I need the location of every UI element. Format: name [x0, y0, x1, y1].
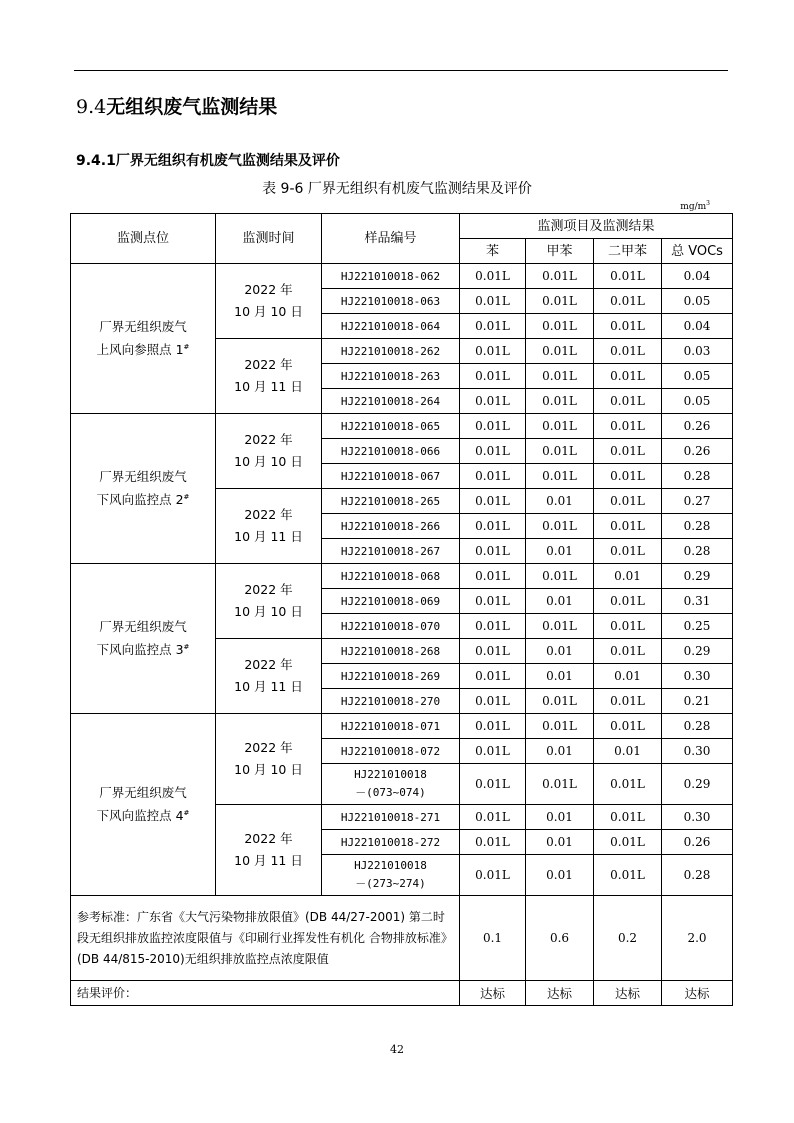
- sample-id-cell: [322, 614, 460, 639]
- date-year: 2022 年: [244, 831, 293, 846]
- date-year: 2022 年: [244, 740, 293, 755]
- xylene-value: 0.01L: [594, 639, 662, 664]
- sample-id: HJ221010018-269: [340, 669, 441, 683]
- header-group: 监测项目及监测结果: [460, 214, 733, 239]
- xylene-value: 0.01L: [594, 464, 662, 489]
- sample-id-cell: [322, 314, 460, 339]
- point-name-line1: 厂界无组织废气: [99, 784, 187, 800]
- sample-id-cell: [322, 264, 460, 289]
- monitoring-date-cell: [216, 639, 322, 714]
- toluene-value: 0.01: [526, 739, 594, 764]
- xylene-value: 0.01L: [594, 414, 662, 439]
- sample-id-cell: [322, 639, 460, 664]
- monitoring-point-cell: [71, 714, 216, 896]
- vocs-value: 0.26: [662, 439, 733, 464]
- monitoring-date-cell: [216, 489, 322, 564]
- vocs-value: 0.29: [662, 639, 733, 664]
- sample-id: HJ221010018-070: [340, 619, 441, 633]
- limit-benzene: 0.1: [460, 896, 526, 981]
- header-time: 监测时间: [216, 214, 322, 264]
- xylene-value: 0.01L: [594, 439, 662, 464]
- vocs-value: 0.31: [662, 589, 733, 614]
- sample-id: HJ221010018-072: [340, 744, 441, 758]
- benzene-value: 0.01L: [460, 805, 526, 830]
- sample-id-cell: [322, 289, 460, 314]
- date-day: 10 月 11 日: [234, 853, 303, 868]
- xylene-value: 0.01L: [594, 714, 662, 739]
- date-day: 10 月 10 日: [234, 454, 303, 469]
- xylene-value: 0.01: [594, 564, 662, 589]
- xylene-value: 0.01L: [594, 514, 662, 539]
- vocs-value: 0.26: [662, 830, 733, 855]
- xylene-value: 0.01L: [594, 689, 662, 714]
- vocs-value: 0.28: [662, 514, 733, 539]
- point-name-line1: 厂界无组织废气: [99, 318, 187, 334]
- benzene-value: 0.01L: [460, 664, 526, 689]
- monitoring-point-cell: [71, 564, 216, 714]
- sample-id-range: －(273~274): [355, 877, 426, 890]
- monitoring-point-name: [71, 467, 215, 510]
- point-superscript: #: [183, 492, 190, 501]
- date-day: 10 月 11 日: [234, 379, 303, 394]
- vocs-value: 0.05: [662, 289, 733, 314]
- toluene-value: 0.01L: [526, 414, 594, 439]
- xylene-value: 0.01L: [594, 589, 662, 614]
- xylene-value: 0.01: [594, 664, 662, 689]
- sample-id: HJ221010018-270: [340, 694, 441, 708]
- toluene-value: 0.01: [526, 539, 594, 564]
- toluene-value: 0.01: [526, 830, 594, 855]
- results-table: [70, 213, 733, 1006]
- vocs-value: 0.29: [662, 564, 733, 589]
- sample-id: HJ221010018-272: [340, 835, 441, 849]
- vocs-value: 0.28: [662, 855, 733, 896]
- benzene-value: 0.01L: [460, 714, 526, 739]
- benzene-value: 0.01L: [460, 689, 526, 714]
- toluene-value: 0.01L: [526, 389, 594, 414]
- xylene-value: 0.01L: [594, 389, 662, 414]
- monitoring-date-cell: [216, 714, 322, 805]
- point-superscript: #: [183, 642, 190, 651]
- vocs-value: 0.04: [662, 314, 733, 339]
- date-day: 10 月 10 日: [234, 604, 303, 619]
- benzene-value: 0.01L: [460, 439, 526, 464]
- benzene-value: 0.01L: [460, 564, 526, 589]
- sample-id-cell: [322, 855, 460, 896]
- vocs-value: 0.30: [662, 739, 733, 764]
- date-year: 2022 年: [244, 432, 293, 447]
- point-name-line2: 下风向监控点 4: [96, 808, 184, 824]
- toluene-value: 0.01: [526, 589, 594, 614]
- limit-vocs: 2.0: [662, 896, 733, 981]
- reference-standard-text: 参考标准：广东省《大气污染物排放限值》(DB 44/27-2001) 第二时段无组织排放监控浓度限值与《印刷行业挥发性有机化 合物排放标准》(DB 44/815-2010)无组织排放监控点浓度限值: [71, 896, 460, 981]
- vocs-value: 0.29: [662, 764, 733, 805]
- vocs-value: 0.21: [662, 689, 733, 714]
- vocs-value: 0.03: [662, 339, 733, 364]
- sample-id: HJ221010018-267: [340, 544, 441, 558]
- monitoring-point-name: [71, 783, 215, 826]
- monitoring-date-cell: [216, 414, 322, 489]
- xylene-value: 0.01L: [594, 764, 662, 805]
- date-year: 2022 年: [244, 657, 293, 672]
- table-row: [71, 264, 733, 289]
- toluene-value: 0.01L: [526, 364, 594, 389]
- sample-id: HJ221010018-266: [340, 519, 441, 533]
- sample-id: HJ221010018-265: [340, 494, 441, 508]
- benzene-value: 0.01L: [460, 339, 526, 364]
- point-superscript: #: [183, 342, 190, 351]
- benzene-value: 0.01L: [460, 314, 526, 339]
- header-row-1: [71, 214, 733, 239]
- vocs-value: 0.28: [662, 464, 733, 489]
- header-sample: 样品编号: [322, 214, 460, 264]
- header-point: 监测点位: [71, 214, 216, 264]
- limit-xylene: 0.2: [594, 896, 662, 981]
- sample-id: HJ221010018-067: [340, 469, 441, 483]
- sample-id-cell: [322, 489, 460, 514]
- sample-id: HJ221010018-263: [340, 369, 441, 383]
- toluene-value: 0.01: [526, 489, 594, 514]
- xylene-value: 0.01: [594, 739, 662, 764]
- date-year: 2022 年: [244, 507, 293, 522]
- toluene-value: 0.01L: [526, 439, 594, 464]
- header-toluene: 甲苯: [526, 239, 594, 264]
- monitoring-point-name: [71, 617, 215, 660]
- date-year: 2022 年: [244, 357, 293, 372]
- xylene-value: 0.01L: [594, 364, 662, 389]
- benzene-value: 0.01L: [460, 489, 526, 514]
- benzene-value: 0.01L: [460, 289, 526, 314]
- page-number: 42: [390, 1043, 404, 1056]
- unit-exponent: 3: [706, 200, 710, 207]
- monitoring-point-cell: [71, 414, 216, 564]
- toluene-value: 0.01: [526, 805, 594, 830]
- sample-id: HJ221010018-271: [340, 810, 441, 824]
- evaluation-xylene: 达标: [594, 981, 662, 1006]
- xylene-value: 0.01L: [594, 614, 662, 639]
- vocs-value: 0.27: [662, 489, 733, 514]
- vocs-value: 0.05: [662, 389, 733, 414]
- vocs-value: 0.30: [662, 664, 733, 689]
- date-year: 2022 年: [244, 282, 293, 297]
- sample-id: HJ221010018-262: [340, 344, 441, 358]
- sample-id-cell: [322, 514, 460, 539]
- monitoring-date-cell: [216, 264, 322, 339]
- sample-id-cell: [322, 664, 460, 689]
- table-caption: 表 9-6 厂界无组织有机废气监测结果及评价: [262, 181, 532, 197]
- toluene-value: 0.01L: [526, 264, 594, 289]
- table-row: [71, 564, 733, 589]
- benzene-value: 0.01L: [460, 539, 526, 564]
- sample-id: HJ221010018-268: [340, 644, 441, 658]
- sample-id-cell: [322, 830, 460, 855]
- reference-standard-row: [71, 896, 733, 981]
- sample-id-cell: [322, 464, 460, 489]
- xylene-value: 0.01L: [594, 805, 662, 830]
- benzene-value: 0.01L: [460, 614, 526, 639]
- sample-id: HJ221010018-064: [340, 319, 441, 333]
- benzene-value: 0.01L: [460, 264, 526, 289]
- point-name-line1: 厂界无组织废气: [99, 468, 187, 484]
- benzene-value: 0.01L: [460, 764, 526, 805]
- header-benzene: 苯: [460, 239, 526, 264]
- monitoring-point-cell: [71, 264, 216, 414]
- toluene-value: 0.01L: [526, 289, 594, 314]
- sample-id-cell: [322, 714, 460, 739]
- evaluation-toluene: 达标: [526, 981, 594, 1006]
- point-name-line2: 下风向监控点 3: [96, 642, 184, 658]
- date-day: 10 月 11 日: [234, 529, 303, 544]
- sample-id-cell: [322, 805, 460, 830]
- header-xylene: 二甲苯: [594, 239, 662, 264]
- xylene-value: 0.01L: [594, 264, 662, 289]
- point-name-line2: 下风向监控点 2: [96, 492, 184, 508]
- toluene-value: 0.01: [526, 855, 594, 896]
- toluene-value: 0.01L: [526, 339, 594, 364]
- unit-base: mg/m: [680, 202, 707, 212]
- vocs-value: 0.26: [662, 414, 733, 439]
- vocs-value: 0.30: [662, 805, 733, 830]
- section-title: 无组织废气监测结果: [106, 96, 278, 118]
- xylene-value: 0.01L: [594, 830, 662, 855]
- sample-id-cell: [322, 589, 460, 614]
- section-number: 9.4: [76, 96, 107, 118]
- sample-id: HJ221010018-066: [340, 444, 441, 458]
- table-unit: [680, 200, 710, 212]
- benzene-value: 0.01L: [460, 830, 526, 855]
- point-superscript: #: [183, 808, 190, 817]
- benzene-value: 0.01L: [460, 364, 526, 389]
- vocs-value: 0.05: [662, 364, 733, 389]
- toluene-value: 0.01L: [526, 764, 594, 805]
- xylene-value: 0.01L: [594, 539, 662, 564]
- sample-id-range: －(073~074): [355, 786, 426, 799]
- section-heading: [76, 92, 277, 119]
- sample-id-cell: [322, 739, 460, 764]
- point-name-line2: 上风向参照点 1: [96, 342, 184, 358]
- evaluation-row: [71, 981, 733, 1006]
- evaluation-label: 结果评价：: [71, 981, 460, 1006]
- xylene-value: 0.01L: [594, 489, 662, 514]
- sample-id-cell: [322, 564, 460, 589]
- toluene-value: 0.01L: [526, 614, 594, 639]
- benzene-value: 0.01L: [460, 464, 526, 489]
- sample-id: HJ221010018-063: [340, 294, 441, 308]
- date-year: 2022 年: [244, 582, 293, 597]
- monitoring-point-name: [71, 317, 215, 360]
- toluene-value: 0.01L: [526, 314, 594, 339]
- subsection-heading: 9.4.1厂界无组织有机废气监测结果及评价: [76, 153, 340, 169]
- evaluation-benzene: 达标: [460, 981, 526, 1006]
- sample-id-cell: [322, 764, 460, 805]
- evaluation-vocs: 达标: [662, 981, 733, 1006]
- xylene-value: 0.01L: [594, 289, 662, 314]
- benzene-value: 0.01L: [460, 389, 526, 414]
- sample-id: HJ221010018: [354, 768, 427, 781]
- sample-id-cell: [322, 364, 460, 389]
- toluene-value: 0.01: [526, 639, 594, 664]
- xylene-value: 0.01L: [594, 339, 662, 364]
- point-name-line1: 厂界无组织废气: [99, 618, 187, 634]
- benzene-value: 0.01L: [460, 514, 526, 539]
- toluene-value: 0.01L: [526, 714, 594, 739]
- vocs-value: 0.25: [662, 614, 733, 639]
- benzene-value: 0.01L: [460, 739, 526, 764]
- toluene-value: 0.01L: [526, 464, 594, 489]
- vocs-value: 0.28: [662, 539, 733, 564]
- sample-id-cell: [322, 439, 460, 464]
- table-row: [71, 414, 733, 439]
- toluene-value: 0.01L: [526, 514, 594, 539]
- sample-id-cell: [322, 414, 460, 439]
- sample-id: HJ221010018-062: [340, 269, 441, 283]
- vocs-value: 0.04: [662, 264, 733, 289]
- table-row: [71, 714, 733, 739]
- benzene-value: 0.01L: [460, 639, 526, 664]
- toluene-value: 0.01L: [526, 564, 594, 589]
- sample-id: HJ221010018-071: [340, 719, 441, 733]
- sample-id: HJ221010018-264: [340, 394, 441, 408]
- date-day: 10 月 11 日: [234, 679, 303, 694]
- toluene-value: 0.01: [526, 664, 594, 689]
- sample-id: HJ221010018: [354, 859, 427, 872]
- sample-id-cell: [322, 339, 460, 364]
- sample-id-cell: [322, 539, 460, 564]
- limit-toluene: 0.6: [526, 896, 594, 981]
- date-day: 10 月 10 日: [234, 762, 303, 777]
- header-rule: [74, 70, 728, 71]
- xylene-value: 0.01L: [594, 314, 662, 339]
- sample-id: HJ221010018-068: [340, 569, 441, 583]
- xylene-value: 0.01L: [594, 855, 662, 896]
- benzene-value: 0.01L: [460, 414, 526, 439]
- toluene-value: 0.01L: [526, 689, 594, 714]
- sample-id: HJ221010018-069: [340, 594, 441, 608]
- monitoring-date-cell: [216, 564, 322, 639]
- sample-id: HJ221010018-065: [340, 419, 441, 433]
- benzene-value: 0.01L: [460, 589, 526, 614]
- monitoring-date-cell: [216, 339, 322, 414]
- monitoring-date-cell: [216, 805, 322, 896]
- benzene-value: 0.01L: [460, 855, 526, 896]
- vocs-value: 0.28: [662, 714, 733, 739]
- sample-id-cell: [322, 389, 460, 414]
- sample-id-cell: [322, 689, 460, 714]
- header-vocs: 总 VOCs: [662, 239, 733, 264]
- date-day: 10 月 10 日: [234, 304, 303, 319]
